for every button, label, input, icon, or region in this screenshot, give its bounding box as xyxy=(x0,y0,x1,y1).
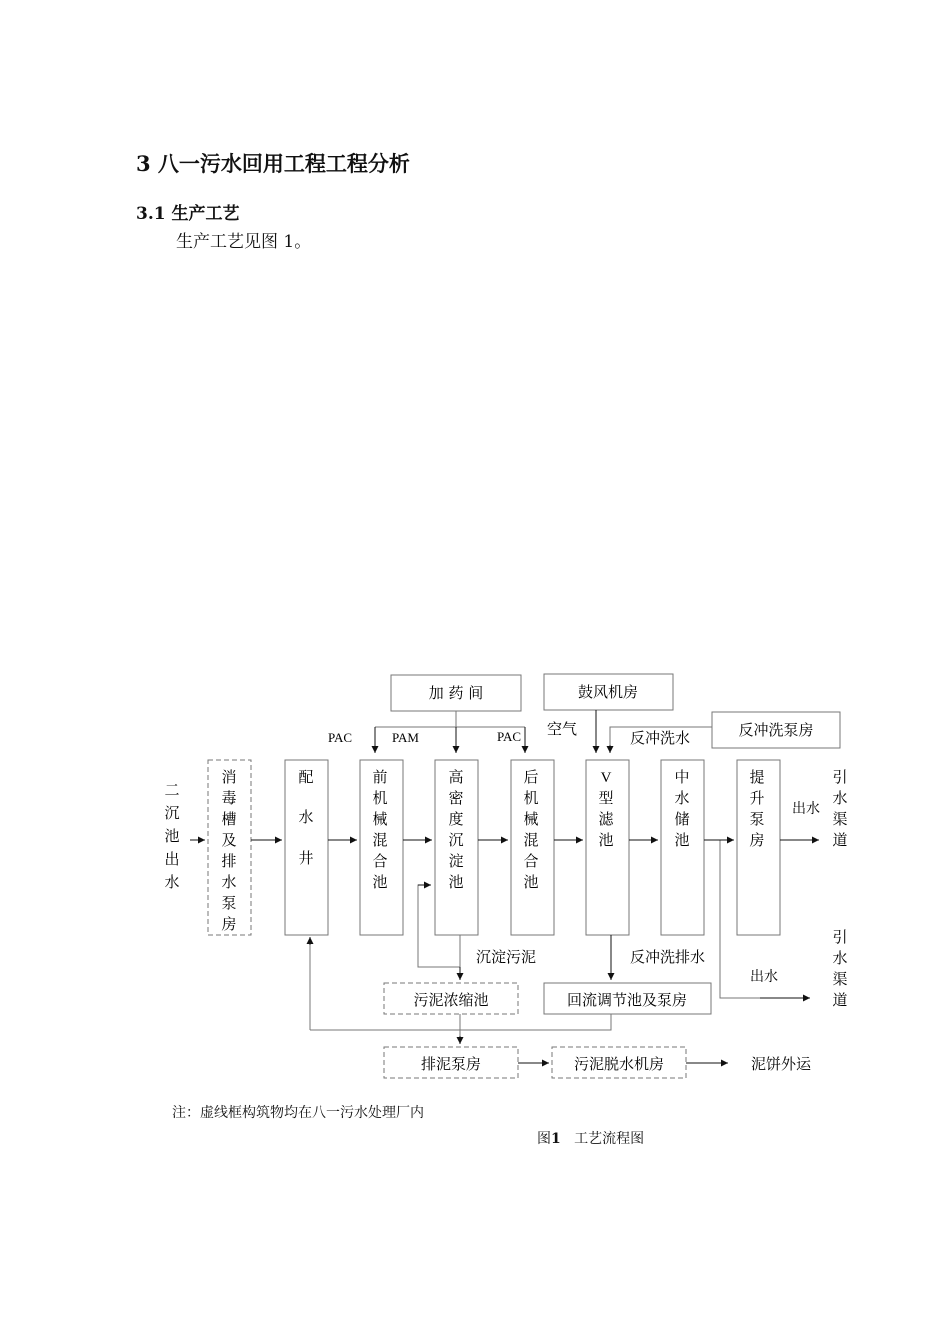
sediment-sludge-label: 沉淀污泥 xyxy=(476,948,537,966)
inlet-label xyxy=(164,781,179,891)
v-filter-label xyxy=(598,770,614,849)
svg-text:械: 械 xyxy=(523,810,539,828)
svg-text:升: 升 xyxy=(749,789,765,807)
svg-text:引: 引 xyxy=(832,768,848,786)
outlet-2-flow-label: 出水 xyxy=(750,969,778,985)
blower-room-label: 鼓风机房 xyxy=(577,683,639,701)
svg-text:池: 池 xyxy=(448,873,464,891)
caption-number: 1 xyxy=(551,1131,561,1147)
dewatering-label: 污泥脱水机房 xyxy=(573,1055,665,1073)
svg-text:滤: 滤 xyxy=(598,810,614,828)
svg-text:水: 水 xyxy=(298,808,314,826)
distribution-well-label xyxy=(298,768,313,867)
svg-text:房: 房 xyxy=(221,915,237,933)
svg-text:二: 二 xyxy=(164,781,180,799)
svg-text:混: 混 xyxy=(523,831,539,849)
storage-tank-label xyxy=(674,768,689,849)
svg-text:毒: 毒 xyxy=(221,789,237,807)
svg-text:沉: 沉 xyxy=(164,804,180,822)
sludge-pump-label: 排泥泵房 xyxy=(420,1055,482,1073)
outlet-1-label xyxy=(832,768,847,849)
svg-text:配: 配 xyxy=(298,768,314,786)
svg-text:度: 度 xyxy=(448,810,464,828)
svg-text:池: 池 xyxy=(372,873,388,891)
svg-text:V: V xyxy=(600,770,612,786)
post-mixing-label xyxy=(523,768,538,891)
svg-text:淀: 淀 xyxy=(448,852,464,870)
svg-text:槽: 槽 xyxy=(221,810,237,828)
svg-text:泵: 泵 xyxy=(749,810,765,828)
svg-text:前: 前 xyxy=(372,768,388,786)
svg-text:排: 排 xyxy=(221,852,237,870)
svg-text:引: 引 xyxy=(832,928,848,946)
svg-text:道: 道 xyxy=(832,831,848,849)
svg-text:出: 出 xyxy=(164,850,180,868)
svg-text:泵: 泵 xyxy=(221,894,237,912)
pac-label-2: PAC xyxy=(497,729,522,744)
svg-text:水: 水 xyxy=(832,789,848,807)
svg-text:合: 合 xyxy=(523,852,539,870)
lift-pump-label xyxy=(749,768,764,849)
svg-text:混: 混 xyxy=(372,831,388,849)
return-tank-label: 回流调节池及泵房 xyxy=(566,991,688,1009)
svg-text:水: 水 xyxy=(832,949,848,967)
svg-text:水: 水 xyxy=(674,789,690,807)
section-heading: 3 八一污水回用工程工程分析 xyxy=(136,151,410,176)
outlet-1-flow-label: 出水 xyxy=(792,801,820,817)
figure-caption xyxy=(537,1128,644,1148)
svg-text:机: 机 xyxy=(372,789,388,807)
outlet-2-label xyxy=(832,928,847,1009)
svg-text:水: 水 xyxy=(164,873,180,891)
high-density-label xyxy=(448,768,463,891)
air-label: 空气 xyxy=(547,720,578,738)
svg-text:道: 道 xyxy=(832,991,848,1009)
svg-text:池: 池 xyxy=(523,873,539,891)
subsection-heading: 3.1 生产工艺 xyxy=(136,204,240,224)
svg-text:合: 合 xyxy=(372,852,388,870)
svg-text:房: 房 xyxy=(749,831,765,849)
svg-text:水: 水 xyxy=(221,873,237,891)
backwash-water-label: 反冲洗水 xyxy=(630,729,691,747)
svg-text:机: 机 xyxy=(523,789,539,807)
svg-text:沉: 沉 xyxy=(448,831,464,849)
pac-label-1: PAC xyxy=(328,730,353,745)
svg-text:中: 中 xyxy=(674,768,690,786)
caption-prefix: 图 xyxy=(537,1131,551,1147)
backwash-pump-room-label: 反冲洗泵房 xyxy=(738,721,814,739)
svg-text:械: 械 xyxy=(372,810,388,828)
figure-note: 注：虚线框构筑物均在八一污水处理厂内 xyxy=(172,1105,424,1121)
svg-text:后: 后 xyxy=(523,768,539,786)
body-paragraph: 生产工艺见图 1。 xyxy=(176,232,312,252)
svg-text:高: 高 xyxy=(448,768,464,786)
svg-text:池: 池 xyxy=(164,827,180,845)
svg-text:型: 型 xyxy=(598,789,614,807)
svg-text:储: 储 xyxy=(674,810,690,828)
svg-text:池: 池 xyxy=(674,831,690,849)
pre-mixing-label xyxy=(372,768,387,891)
svg-text:提: 提 xyxy=(749,768,765,786)
disinfection-label xyxy=(221,768,236,933)
dosing-room-label: 加 药 间 xyxy=(428,684,484,702)
cake-out-label: 泥饼外运 xyxy=(751,1055,812,1073)
backwash-drain-label: 反冲洗排水 xyxy=(630,948,706,966)
svg-text:消: 消 xyxy=(221,768,237,786)
svg-text:渠: 渠 xyxy=(832,810,848,828)
svg-text:渠: 渠 xyxy=(832,970,848,988)
distribution-well-box xyxy=(285,760,328,935)
svg-text:密: 密 xyxy=(448,789,464,807)
pam-label: PAM xyxy=(392,730,419,745)
svg-text:池: 池 xyxy=(598,831,614,849)
caption-text: 工艺流程图 xyxy=(574,1131,645,1147)
svg-text:井: 井 xyxy=(298,849,314,867)
sludge-thickener-label: 污泥浓缩池 xyxy=(413,991,489,1009)
svg-text:及: 及 xyxy=(221,831,237,849)
